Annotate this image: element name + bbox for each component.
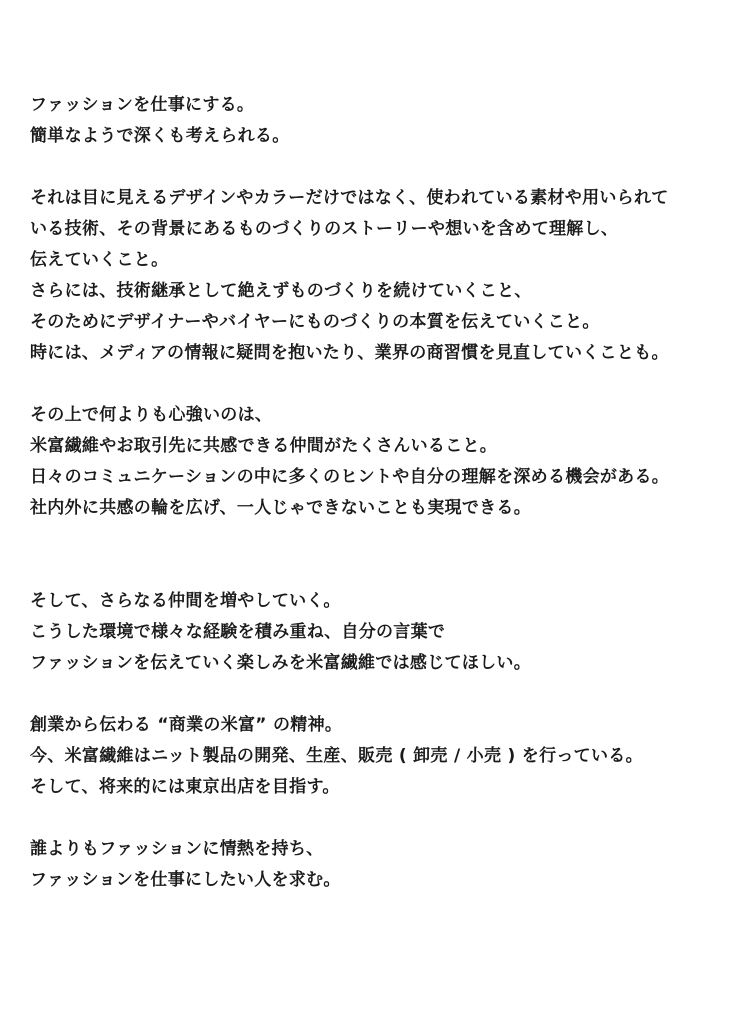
text-line: それは目に見えるデザインやカラーだけではなく、使われている素材や用いられて: [30, 188, 669, 208]
text-line: 時には、メディアの情報に疑問を抱いたり、業界の商習慣を見直していくことも。: [30, 343, 669, 363]
paragraph-intro: [30, 90, 710, 152]
text-line: 簡単なようで深くも考えられる。: [30, 126, 290, 146]
text-line: そして、将来的には東京出店を目指す。: [30, 777, 340, 797]
text-line: ファッションを仕事にする。: [30, 95, 255, 115]
text-line: 日々のコミュニケーションの中に多くのヒントや自分の理解を深める機会がある。: [30, 467, 670, 487]
message-body: [30, 90, 710, 896]
text-line: さらには、技術継承として絶えずものづくりを続けていくこと、: [30, 281, 532, 301]
text-line: ファッションを伝えていく楽しみを米富繊維では感じてほしい。: [30, 653, 532, 673]
text-line: その上で何よりも心強いのは、: [30, 405, 273, 425]
text-line: そのためにデザイナーやバイヤーにものづくりの本質を伝えていくこと。: [30, 312, 600, 332]
paragraph-company: [30, 710, 710, 803]
text-line: 米富繊維やお取引先に共感できる仲間がたくさんいること。: [30, 436, 498, 456]
text-line: そして、さらなる仲間を増やしていく。: [30, 591, 341, 611]
paragraph-spacer: [30, 803, 710, 834]
paragraph-colleagues: [30, 400, 710, 524]
paragraph-spacer: [30, 524, 710, 586]
text-line: こうした環境で様々な経験を積み重ね、自分の言葉で: [30, 622, 446, 642]
text-line: ファッションを仕事にしたい人を求む。: [30, 870, 341, 890]
paragraph-spacer: [30, 152, 710, 183]
paragraph-spacer: [30, 369, 710, 400]
text-line: 誰よりもファッションに情熱を持ち、: [30, 839, 324, 859]
text-line: 伝えていくこと。: [30, 250, 169, 270]
text-line: 社内外に共感の輪を広げ、一人じゃできないことも実現できる。: [30, 498, 532, 518]
text-line: 創業から伝わる “商業の米富” の精神。: [30, 715, 343, 735]
paragraph-spacer: [30, 679, 710, 710]
text-line: 今、米富繊維はニット製品の開発、生産、販売 ( 卸売 / 小売 ) を行っている。: [30, 746, 643, 766]
text-line: いる技術、その背景にあるものづくりのストーリーや想いを含めて理解し、: [30, 219, 619, 239]
paragraph-call-to-action: [30, 834, 710, 896]
paragraph-understanding: [30, 183, 710, 369]
paragraph-growth: [30, 586, 710, 679]
